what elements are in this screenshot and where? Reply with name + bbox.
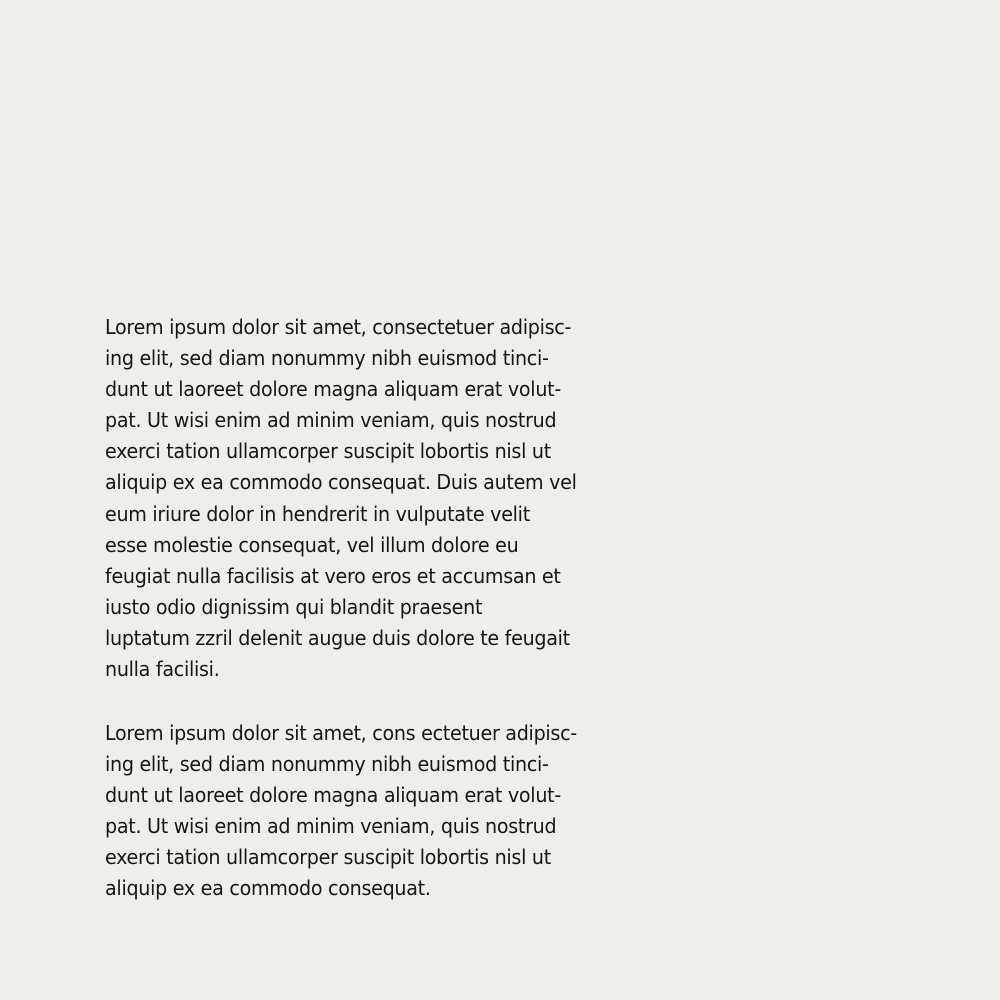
text-line: iusto odio dignissim qui blandit praesent xyxy=(105,594,483,619)
text-line: exerci tation ullamcorper suscipit lobortis nisl ut xyxy=(105,439,551,464)
text-line: ing elit, sed diam nonummy nibh euismod tinci- xyxy=(105,752,549,777)
text-line: nulla facilisi. xyxy=(105,657,220,682)
text-line: dunt ut laoreet dolore magna aliquam erat volut- xyxy=(105,377,561,402)
text-line: luptatum zzril delenit augue duis dolore te feugait xyxy=(105,625,570,650)
text-line: pat. Ut wisi enim ad minim veniam, quis nostrud xyxy=(105,408,557,433)
text-line: aliquip ex ea commodo consequat. Duis autem vel xyxy=(105,470,577,495)
text-line: Lorem ipsum dolor sit amet, cons ectetuer adipisc- xyxy=(105,721,577,745)
text-line: eum iriure dolor in hendrerit in vulputate velit xyxy=(105,501,530,526)
body-paragraph-2 xyxy=(105,718,625,905)
text-line: Lorem ipsum dolor sit amet, consectetuer adipisc- xyxy=(105,315,572,339)
text-line: ing elit, sed diam nonummy nibh euismod tinci- xyxy=(105,346,549,371)
text-line: feugiat nulla facilisis at vero eros et accumsan et xyxy=(105,563,561,588)
text-line: pat. Ut wisi enim ad minim veniam, quis nostrud xyxy=(105,814,557,839)
text-line: dunt ut laoreet dolore magna aliquam erat volut- xyxy=(105,783,561,808)
text-line: exerci tation ullamcorper suscipit lobortis nisl ut xyxy=(105,845,551,870)
body-paragraph-1 xyxy=(105,312,625,685)
text-line: esse molestie consequat, vel illum dolore eu xyxy=(105,532,519,557)
text-line: aliquip ex ea commodo consequat. xyxy=(105,876,431,901)
